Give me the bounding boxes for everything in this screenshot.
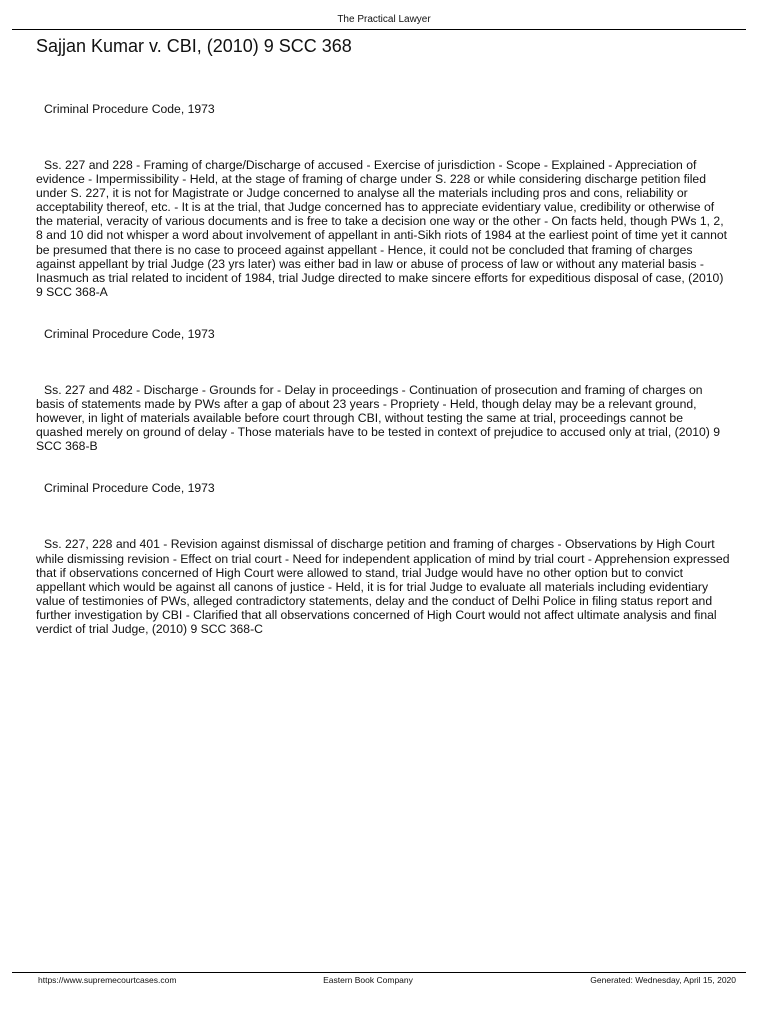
footer-generated-date: Generated: Wednesday, April 15, 2020 bbox=[590, 975, 736, 985]
footer-divider bbox=[12, 972, 746, 973]
headnotes-container bbox=[36, 102, 732, 664]
headnote-section bbox=[36, 481, 732, 636]
act-heading: Criminal Procedure Code, 1973 bbox=[44, 481, 215, 496]
case-title: Sajjan Kumar v. CBI, (2010) 9 SCC 368 bbox=[36, 36, 352, 56]
footer-company: Eastern Book Company bbox=[323, 975, 413, 985]
header-divider bbox=[12, 29, 746, 30]
headnote-section bbox=[36, 327, 732, 453]
headnote-text: Ss. 227 and 482 - Discharge - Grounds for - Delay in proceedings - Continuation of prosecution and framing of charges on basis of statements made by PWs after a gap of about 23 years - Propriety - Held, though delay may be a relevant ground, however, in light of materials available before court through CBI, without testing the same at trial, proceedings cannot be quashed merely on ground of delay - Those materials have to be tested in context of prejudice to accused only at trial, (2010) 9 SCC 368-B bbox=[36, 382, 721, 454]
headnote-section bbox=[36, 102, 732, 299]
footer bbox=[38, 975, 736, 985]
footer-url-link[interactable]: https://www.supremecourtcases.com bbox=[38, 975, 177, 985]
headnote-text: Ss. 227, 228 and 401 - Revision against dismissal of discharge petition and framing of charges - Observations by High Court while dismissing revision - Effect on trial court - Need for independent application of mind by trial court - Apprehension expressed that if observations concerned of High Court were allowed to stand, trial Judge would have no other option but to convict appellant which would be against all canons of justice - Held, it is for trial Judge to evaluate all materials including evidentiary value of testimonies of PWs, alleged contradictory statements, delay and the conduct of Delhi Police in filing status report and further investigation by CBI - Clarified that all observations concerned of High Court would not affect ultimate analysis and final verdict of trial Judge, (2010) 9 SCC 368-C bbox=[36, 537, 730, 636]
act-heading: Criminal Procedure Code, 1973 bbox=[44, 326, 215, 341]
header-publication: The Practical Lawyer bbox=[337, 14, 431, 25]
headnote-text: Ss. 227 and 228 - Framing of charge/Discharge of accused - Exercise of jurisdiction - Scope - Explained - Appreciation of evidence - Impermissibility - Held, at the stage of framing of charge under S. 228 or while considering discharge petition filed under S. 227, it is not for Magistrate or Judge concerned to analyse all the materials including pros and cons, reliability or acceptability thereof, etc. - It is at the trial, that Judge concerned has to appreciate evidentiary value, credibility or otherwise of the material, veracity of various documents and is free to take a decision one way or the other - On facts held, though PWs 1, 2, 8 and 10 did not whisper a word about involvement of appellant in anti-Sikh riots of 1984 at the earliest point of time yet it cannot be presumed that there is no case to proceed against appellant - Hence, it could not be concluded that framing of charges against appellant by trial Judge (23 yrs later) was either bad in law or abuse of process of law or without any material basis - Inasmuch as trial related to incident of 1984, trial Judge directed to make sincere efforts for expeditious disposal of case, (2010) 9 SCC 368-A bbox=[36, 158, 728, 299]
act-heading: Criminal Procedure Code, 1973 bbox=[44, 102, 215, 116]
